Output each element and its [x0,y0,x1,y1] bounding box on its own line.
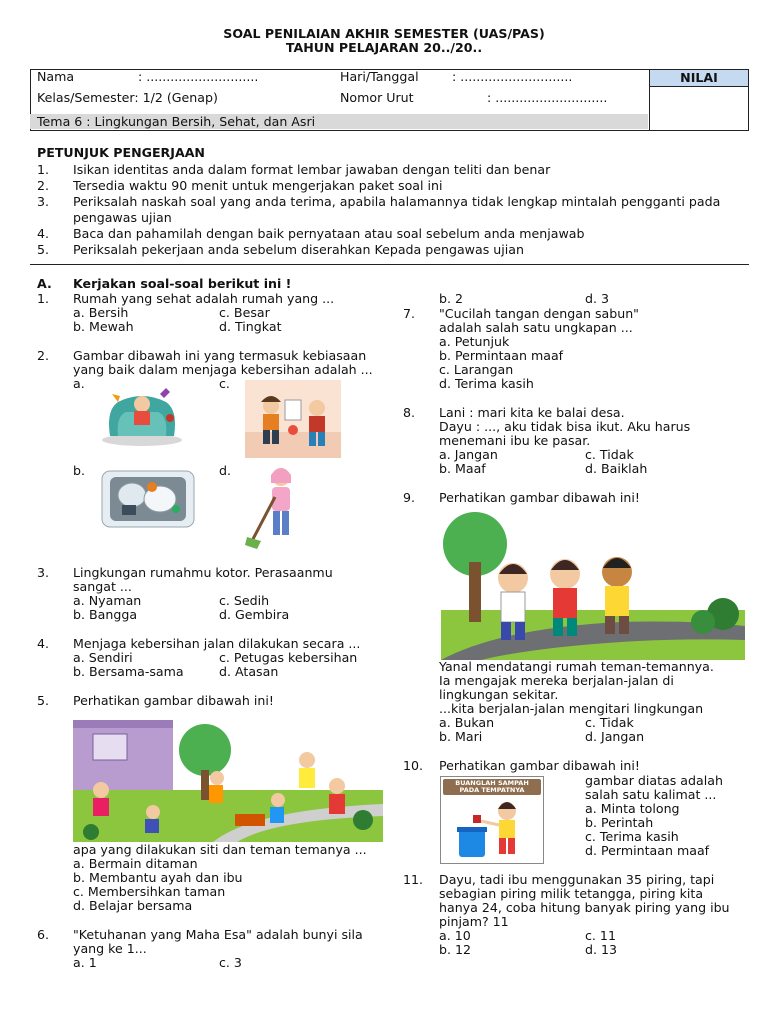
messy-chair-image[interactable] [98,380,186,448]
question-text: hanya 24, coba hitung banyak piring yang ibu [439,900,730,915]
nomor-field[interactable]: : ............................ [487,90,608,105]
dirty-dishes-image[interactable] [98,465,198,533]
instruction-number: 1. [37,162,50,177]
sign-text-line1: BUANGLAH SAMPAH [455,779,529,787]
question-number: 10. [403,758,424,773]
cleaning-up-image[interactable] [245,380,341,458]
option-c[interactable]: c. Besar [219,305,270,320]
option-b[interactable]: b. Perintah [585,815,654,830]
instruction-text: Periksalah pekerjaan anda sebelum diserahkan Kepada pengawas ujian [73,242,524,257]
question-number: 4. [37,636,50,651]
question-text: apa yang dilakukan siti dan teman temanya ... [73,842,367,857]
boy-throwing-trash-icon [447,799,537,861]
option-c[interactable]: c. Sedih [219,593,270,608]
question-text: Dayu, tadi ibu menggunakan 35 piring, tapi [439,872,715,887]
option-d[interactable]: d. Belajar bersama [73,898,193,913]
hari-label: Hari/Tanggal [340,69,419,84]
nama-field[interactable]: : ............................ [138,69,259,84]
option-c[interactable]: c. 3 [219,955,242,970]
instruction-text: Tersedia waktu 90 menit untuk mengerjakan paket soal ini [73,178,443,193]
option-a[interactable]: a. Jangan [439,447,498,462]
sign-text-line2: PADA TEMPATNYA [459,786,525,794]
kids-walking-image [441,510,745,660]
option-d[interactable]: d. 3 [585,291,610,306]
option-d[interactable]: d. Atasan [219,664,279,679]
option-c[interactable]: c. Larangan [439,362,514,377]
instructions-heading: PETUNJUK PENGERJAAN [37,145,205,160]
instruction-text: Periksalah naskah soal yang anda terima, apabila halamannya tidak lengkap mintalah pengganti pada [73,194,721,209]
section-title: Kerjakan soal-soal berikut ini ! [73,276,292,291]
option-d[interactable]: d. [219,463,231,478]
option-a[interactable]: a. Bersih [73,305,129,320]
section-letter: A. [37,276,52,291]
option-a[interactable]: a. 1 [73,955,97,970]
nomor-label: Nomor Urut [340,90,414,105]
question-text: Dayu : ..., aku tidak bisa ikut. Aku harus [439,419,691,434]
option-d[interactable]: d. Terima kasih [439,376,534,391]
question-text: Menjaga kebersihan jalan dilakukan secara ... [73,636,361,651]
question-text: Yanal mendatangi rumah teman-temannya. [439,659,714,674]
question-number: 3. [37,565,50,580]
option-d[interactable]: d. Jangan [585,729,645,744]
hari-field[interactable]: : ............................ [452,69,573,84]
option-c[interactable]: c. Tidak [585,447,634,462]
option-a[interactable]: a. Bermain ditaman [73,856,198,871]
kelas-label: Kelas/Semester: 1/2 (Genap) [37,90,218,105]
question-text: gambar diatas adalah [585,773,723,788]
option-a[interactable]: a. 10 [439,928,471,943]
option-b[interactable]: b. 2 [439,291,464,306]
question-number: 8. [403,405,416,420]
question-text: Perhatikan gambar dibawah ini! [73,693,274,708]
question-text: Perhatikan gambar dibawah ini! [439,490,640,505]
option-b[interactable]: b. 12 [439,942,472,957]
option-a[interactable]: a. Sendiri [73,650,133,665]
question-text: lingkungan sekitar. [439,687,559,702]
option-b[interactable]: b. [73,463,85,478]
question-number: 7. [403,306,416,321]
nama-label: Nama [37,69,75,84]
instruction-number: 4. [37,226,50,241]
sweeping-girl-image[interactable] [245,465,307,553]
option-d[interactable]: d. Baiklah [585,461,648,476]
option-d[interactable]: d. Gembira [219,607,290,622]
option-a[interactable]: a. Bukan [439,715,495,730]
question-text: Lani : mari kita ke balai desa. [439,405,625,420]
option-a[interactable]: a. [73,376,85,391]
question-text: menemani ibu ke pasar. [439,433,591,448]
option-a[interactable]: a. Nyaman [73,593,142,608]
option-c[interactable]: c. 11 [585,928,616,943]
question-text: adalah salah satu ungkapan ... [439,320,633,335]
question-text: yang baik dalam menjaga kebersihan adalah ... [73,362,373,377]
question-text: sangat ... [73,579,132,594]
question-text: "Ketuhanan yang Maha Esa" adalah bunyi sila [73,927,363,942]
question-text: ...kita berjalan-jalan mengitari lingkungan [439,701,704,716]
instruction-text: pengawas ujian [73,210,172,225]
question-text: "Cucilah tangan dengan sabun" [439,306,639,321]
option-b[interactable]: b. Mewah [73,319,134,334]
option-d[interactable]: d. Tingkat [219,319,282,334]
question-text: Gambar dibawah ini yang termasuk kebiasaan [73,348,367,363]
option-b[interactable]: b. Bersama-sama [73,664,184,679]
instruction-number: 5. [37,242,50,257]
question-number: 11. [403,872,424,887]
option-b[interactable]: b. Membantu ayah dan ibu [73,870,243,885]
exam-title: SOAL PENILAIAN AKHIR SEMESTER (UAS/PAS) [223,26,545,41]
option-c[interactable]: c. Tidak [585,715,634,730]
question-text: Rumah yang sehat adalah rumah yang ... [73,291,335,306]
option-c[interactable]: c. Membersihkan taman [73,884,226,899]
option-c[interactable]: c. Terima kasih [585,829,679,844]
option-b[interactable]: b. Bangga [73,607,138,622]
tema-label: Tema 6 : Lingkungan Bersih, Sehat, dan Asri [37,114,316,129]
question-text: Perhatikan gambar dibawah ini! [439,758,640,773]
divider [30,264,749,265]
question-text: sebagian piring milik tetangga, piring kita [439,886,704,901]
school-year: TAHUN PELAJARAN 20../20.. [285,40,483,55]
question-number: 9. [403,490,416,505]
option-b[interactable]: b. Maaf [439,461,486,476]
trash-sign-image [440,776,544,864]
option-d[interactable]: d. 13 [585,942,618,957]
option-d[interactable]: d. Permintaan maaf [585,843,710,858]
garden-cleaning-image [73,720,383,842]
nilai-label: NILAI [650,70,748,87]
option-c[interactable]: c. [219,376,230,391]
option-b[interactable]: b. Permintaan maaf [439,348,564,363]
instruction-text: Baca dan pahamilah dengan baik pernyataan atau soal sebelum anda menjawab [73,226,585,241]
question-text: salah satu kalimat ... [585,787,717,802]
instruction-number: 2. [37,178,50,193]
question-number: 5. [37,693,50,708]
question-number: 1. [37,291,50,306]
option-b[interactable]: b. Mari [439,729,483,744]
question-text: pinjam? 11 [439,914,509,929]
instruction-text: Isikan identitas anda dalam format lembar jawaban dengan teliti dan benar [73,162,551,177]
option-c[interactable]: c. Petugas kebersihan [219,650,358,665]
question-text: Ia mengajak mereka berjalan-jalan di [439,673,674,688]
question-number: 6. [37,927,50,942]
option-a[interactable]: a. Petunjuk [439,334,510,349]
option-a[interactable]: a. Minta tolong [585,801,680,816]
question-text: yang ke 1... [73,941,147,956]
question-text: Lingkungan rumahmu kotor. Perasaanmu [73,565,333,580]
instruction-number: 3. [37,194,50,209]
question-number: 2. [37,348,50,363]
